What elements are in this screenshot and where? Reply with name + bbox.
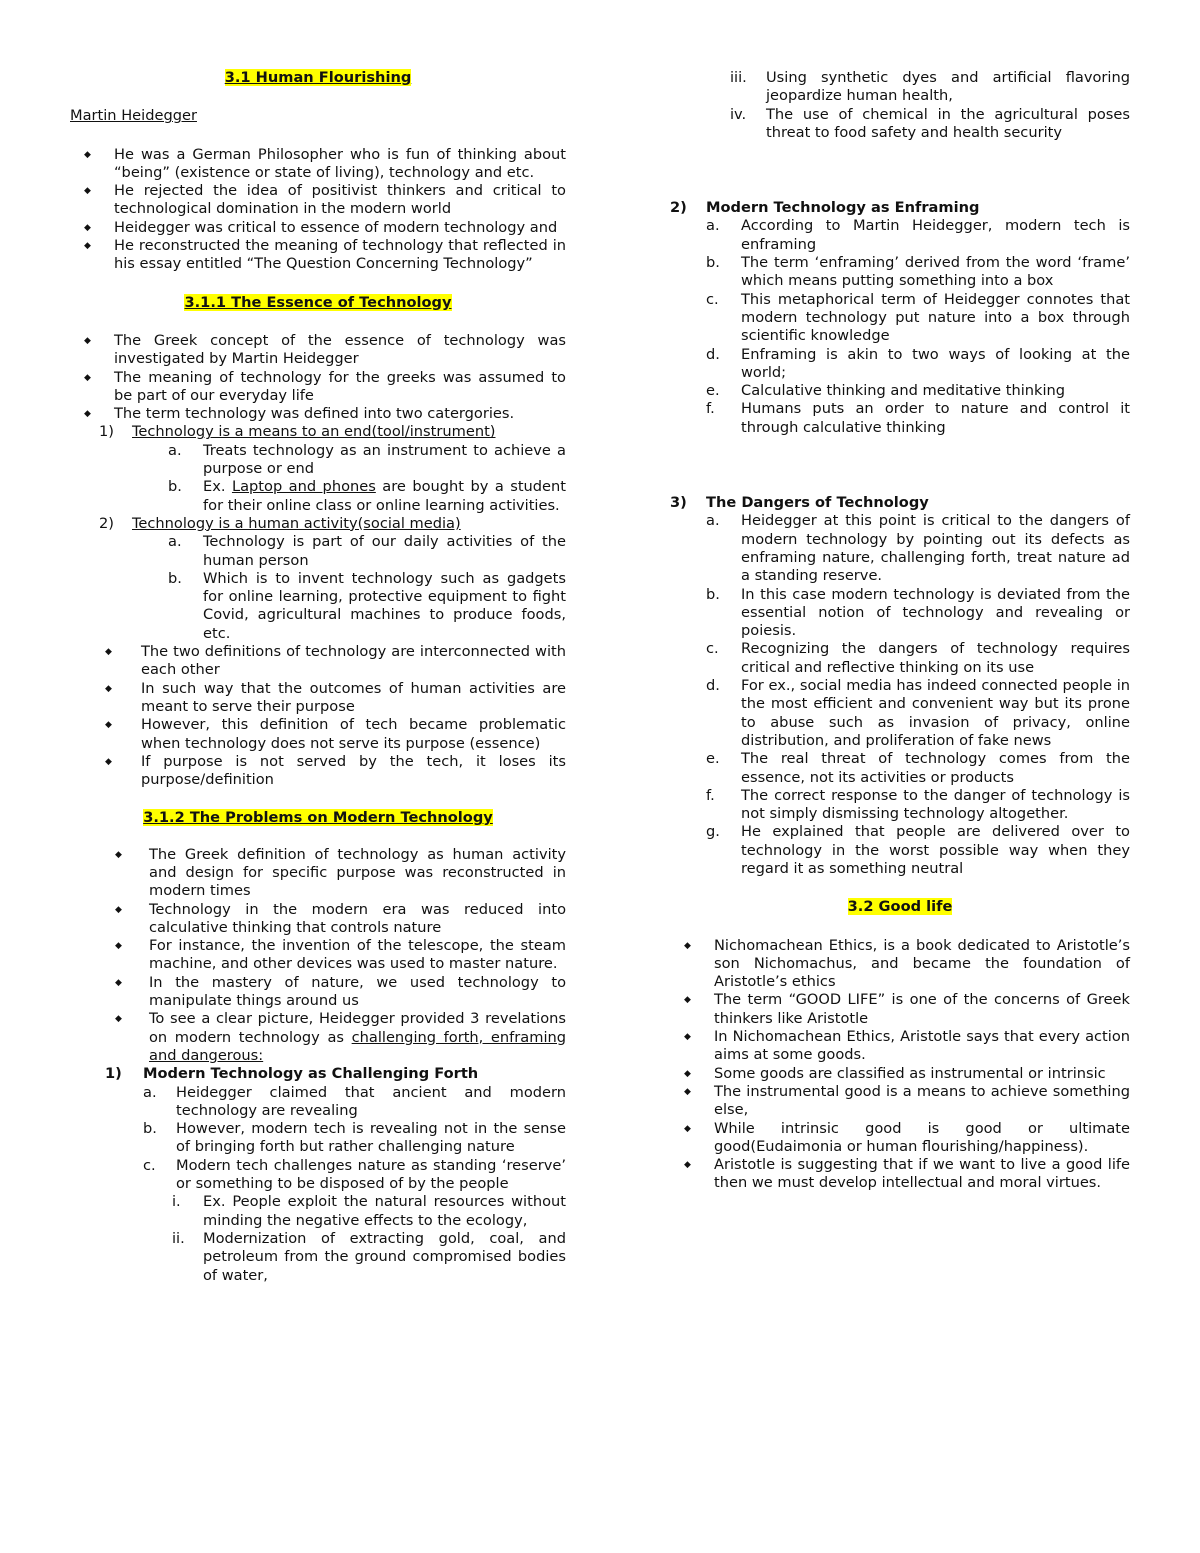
list-marker: iii. — [730, 69, 747, 86]
list-marker: c. — [143, 1156, 156, 1174]
list-marker: b. — [168, 569, 182, 587]
lettered-item — [670, 291, 1130, 346]
lettered-item — [70, 478, 566, 515]
roman-item — [670, 106, 1130, 143]
section-heading-3-1-1 — [70, 294, 566, 312]
lettered-item — [70, 1120, 566, 1157]
roman-item-text: Ex. People exploit the natural resources without minding the negative effects to the ecology, — [203, 1193, 566, 1229]
numbered-heading — [670, 494, 1130, 512]
numbered-item-title: Technology is a means to an end(tool/instrument) — [132, 423, 496, 441]
lettered-item-text: For ex., social media has indeed connected people in the most efficient and convenient way but its prone to abuse such as invasion of privacy, online distribution, and proliferation of fake news — [741, 677, 1130, 749]
lettered-item-text: Treats technology as an instrument to achieve a purpose or end — [203, 441, 566, 478]
roman-item-text: The use of chemical in the agricultural poses threat to food safety and health security — [766, 105, 1130, 141]
list-item: ◆ In Nichomachean Ethics, Aristotle says that every action aims at some goods. — [670, 1028, 1130, 1065]
list-marker: ii. — [172, 1229, 185, 1247]
roman-item-text: Modernization of extracting gold, coal, and petroleum from the ground compromised bodies of water, — [203, 1229, 566, 1284]
list-item-underlined: challenging forth, enframing and dangerous: — [149, 1028, 567, 1064]
lettered-item-text: Technology is part of our daily activities of the human person — [203, 533, 566, 569]
lettered-item-text: Heidegger at this point is critical to the dangers of modern technology by pointing out its defects as enframing nature, challenging forth, treat nature ad a standing reserve. — [741, 512, 1130, 585]
numbered-heading — [70, 1065, 566, 1083]
list-item: ◆ He rejected the idea of positivist thinkers and critical to technological domination in the modern world — [70, 182, 566, 219]
list-marker: b. — [143, 1120, 157, 1138]
list-marker: c. — [706, 290, 719, 308]
lettered-item-text: Recognizing the dangers of technology requires critical and reflective thinking on its use — [741, 640, 1130, 676]
list-item: ◆ He reconstructed the meaning of technology that reflected in his essay entitled “The Question Concerning Technology” — [70, 237, 566, 274]
heading-text: 3.1.2 The Problems on Modern Technology — [143, 809, 493, 827]
list-item: ◆ If purpose is not served by the tech, it loses its purpose/definition — [70, 753, 566, 790]
lettered-item-text: Calculative thinking and meditative thinking — [741, 382, 1066, 400]
lettered-item-text: However, modern tech is revealing not in the sense of bringing forth but rather challenging nature — [176, 1120, 566, 1156]
list-item: ◆ While intrinsic good is good or ultimate good(Eudaimonia or human flourishing/happiness). — [670, 1120, 1130, 1157]
list-item: ◆ Some goods are classified as instrumental or intrinsic — [670, 1065, 1130, 1083]
left-column — [70, 69, 566, 1285]
lettered-item — [670, 400, 1130, 437]
list-item: ◆ The instrumental good is a means to achieve something else, — [670, 1083, 1130, 1120]
list-item: ◆ Nichomachean Ethics, is a book dedicated to Aristotle’s son Nichomachus, and became the foundation of Aristotle’s ethics — [670, 937, 1130, 992]
list-marker: i. — [172, 1193, 181, 1211]
list-item: ◆ Heidegger was critical to essence of modern technology and — [70, 219, 566, 237]
list-item — [70, 1010, 566, 1065]
list-item: ◆ For instance, the invention of the telescope, the steam machine, and other devices was used to master nature. — [70, 937, 566, 974]
lettered-item-text: Enframing is akin to two ways of looking at the world; — [741, 345, 1130, 381]
list-item: ◆ However, this definition of tech became problematic when technology does not serve its purpose (essence) — [70, 716, 566, 753]
roman-item-text: Using synthetic dyes and artificial flavoring jeopardize human health, — [766, 69, 1130, 105]
lettered-item — [670, 217, 1130, 254]
lettered-item — [670, 640, 1130, 677]
numbered-item — [70, 515, 566, 533]
lettered-item-text: According to Martin Heidegger, modern tech is enframing — [741, 217, 1130, 253]
list-marker: 3) — [670, 494, 687, 512]
lettered-item — [670, 254, 1130, 291]
lettered-item-text: This metaphorical term of Heidegger connotes that modern technology put nature into a box through scientific knowledge — [741, 290, 1130, 345]
list-marker: a. — [168, 441, 182, 459]
list-marker: e. — [706, 382, 720, 400]
list-marker: c. — [706, 640, 719, 658]
lettered-item — [70, 1084, 566, 1121]
right-column — [670, 69, 1130, 1193]
list-marker: 1) — [99, 423, 114, 441]
lettered-item — [670, 512, 1130, 585]
list-marker: d. — [706, 345, 720, 363]
roman-item — [70, 1230, 566, 1285]
list-marker: a. — [143, 1083, 157, 1101]
lettered-item-text: The correct response to the danger of technology is not simply dismissing technology altogether. — [741, 786, 1130, 823]
lettered-item-text: He explained that people are delivered over to technology in the worst possible way when they regard it as something neutral — [741, 823, 1130, 877]
list-item: ◆ In the mastery of nature, we used technology to manipulate things around us — [70, 974, 566, 1011]
numbered-heading-text: Modern Technology as Challenging Forth — [143, 1065, 479, 1083]
numbered-heading-text: The Dangers of Technology — [706, 494, 929, 512]
lettered-item — [70, 442, 566, 479]
list-marker: 2) — [99, 514, 114, 532]
list-marker: b. — [168, 478, 182, 496]
example-rest: are bought by a student for their online class or online learning activities. — [203, 478, 567, 514]
list-marker: a. — [706, 512, 720, 530]
lettered-item-text: Heidegger claimed that ancient and modern technology are revealing — [176, 1083, 566, 1119]
example-prefix: Ex. — [203, 478, 226, 496]
lettered-item-text: Humans puts an order to nature and control it through calculative thinking — [741, 400, 1130, 436]
heading-text: 3.2 Good life — [847, 898, 953, 916]
heading-text: 3.1.1 The Essence of Technology — [184, 293, 452, 311]
numbered-heading-text: Modern Technology as Enframing — [706, 199, 980, 217]
list-item-text: To see a clear picture, Heidegger provided 3 revelations on modern technology as — [149, 1010, 566, 1046]
roman-item — [70, 1193, 566, 1230]
lettered-item — [670, 787, 1130, 824]
lettered-item — [70, 570, 566, 643]
lettered-item-text: Which is to invent technology such as gadgets for online learning, protective equipment to fight Covid, agricultural machines to produce foods, etc. — [203, 569, 566, 642]
lettered-item — [670, 823, 1130, 878]
list-marker: f. — [706, 400, 715, 418]
list-marker: f. — [706, 786, 715, 804]
list-item: ◆ He was a German Philosopher who is fun of thinking about “being” (existence or state of living), technology and etc. — [70, 146, 566, 183]
list-marker: d. — [706, 677, 720, 695]
heading-text: 3.1 Human Flourishing — [224, 69, 412, 86]
numbered-item-title: Technology is a human activity(social media) — [132, 514, 461, 532]
lettered-item-text: The real threat of technology comes from the essence, not its activities or products — [741, 750, 1130, 786]
list-marker: a. — [168, 533, 182, 551]
list-marker: 2) — [670, 199, 687, 217]
list-marker: 1) — [105, 1065, 122, 1083]
list-marker: g. — [706, 823, 720, 841]
section-heading-3-1-2 — [70, 809, 566, 827]
list-item: ◆ The Greek definition of technology as human activity and design for specific purpose was reconstructed in modern times — [70, 846, 566, 901]
numbered-item — [70, 423, 566, 441]
lettered-item-text: In this case modern technology is deviated from the essential notion of technology and revealing or poiesis. — [741, 585, 1130, 640]
list-item: ◆ The term “GOOD LIFE” is one of the concerns of Greek thinkers like Aristotle — [670, 991, 1130, 1028]
author-name: Martin Heidegger — [70, 107, 197, 125]
numbered-heading — [670, 199, 1130, 217]
lettered-item — [70, 1157, 566, 1194]
example-underlined: Laptop and phones — [231, 478, 376, 496]
list-marker: a. — [706, 217, 720, 235]
lettered-item — [670, 677, 1130, 750]
lettered-item-text: Modern tech challenges nature as standing ‘reserve’ or something to be disposed of by the people — [176, 1156, 566, 1193]
list-item: ◆ The meaning of technology for the greeks was assumed to be part of our everyday life — [70, 369, 566, 406]
list-marker: b. — [706, 254, 720, 272]
lettered-item-text: The term ‘enframing’ derived from the word ‘frame’ which means putting something into a box — [741, 254, 1130, 290]
list-item: ◆ Aristotle is suggesting that if we want to live a good life then we must develop intellectual and moral virtues. — [670, 1156, 1130, 1193]
section-heading-3-2 — [670, 898, 1130, 916]
list-marker: e. — [706, 750, 720, 768]
list-marker: b. — [706, 585, 720, 603]
list-item: ◆ The Greek concept of the essence of technology was investigated by Martin Heidegger — [70, 332, 566, 369]
roman-item — [670, 69, 1130, 106]
lettered-item — [670, 750, 1130, 787]
list-marker: iv. — [730, 105, 747, 123]
list-item: ◆ In such way that the outcomes of human activities are meant to serve their purpose — [70, 680, 566, 717]
lettered-item — [670, 382, 1130, 400]
lettered-item — [670, 586, 1130, 641]
lettered-item — [670, 346, 1130, 383]
list-item: ◆ The two definitions of technology are interconnected with each other — [70, 643, 566, 680]
list-item: ◆ Technology in the modern era was reduced into calculative thinking that controls nature — [70, 901, 566, 938]
lettered-item — [70, 533, 566, 570]
section-heading-3-1 — [70, 69, 566, 87]
list-item: ◆ The term technology was defined into two catergories. — [70, 405, 566, 423]
